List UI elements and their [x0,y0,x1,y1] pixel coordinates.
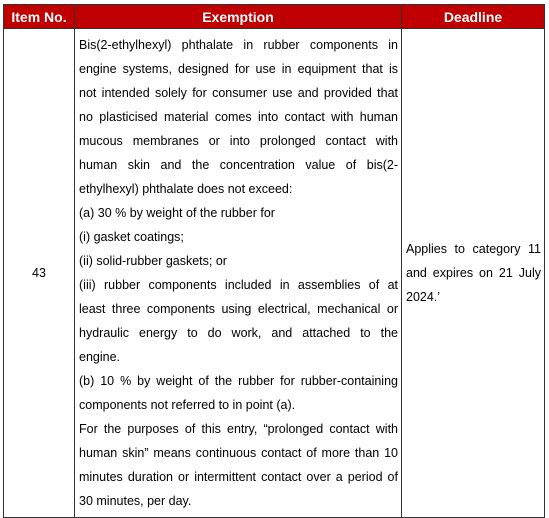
exemption-line: engine. [79,350,121,364]
table-row [4,29,545,518]
header-row [4,5,545,29]
exemption-line: For the purposes of this entry, “prolonged contact with [79,422,398,436]
deadline-line: and expires on 21 July [406,266,541,280]
exemption-line: 30 minutes, per day. [79,494,192,508]
exemption-line: mucous membranes or into prolonged contact with [79,134,398,148]
exemption-text-cell [75,29,402,518]
exemption-line: least three components using electrical, mechanical or [79,302,398,316]
exemption-table [3,4,545,518]
exemption-line: (i) gasket coatings; [79,230,184,244]
deadline-line: 2024.’ [406,290,441,304]
exemption-line: minutes duration or intermittent contact over a period of [79,470,398,484]
header-exemption: Exemption [75,5,402,29]
header-item-no: Item No. [4,5,75,29]
exemption-line: (b) 10 % by weight of the rubber for rubber-containing [79,374,398,388]
exemption-line: no plasticised material comes into contact with human [79,110,398,124]
exemption-line: (ii) solid-rubber gaskets; or [79,254,227,268]
exemption-line: hydraulic energy to do work, and attached to the [79,326,398,340]
exemption-line: human skin and the concentration value of bis(2- [79,158,398,172]
exemption-line: human skin” means continuous contact of more than 10 [79,446,398,460]
exemption-line: ethylhexyl) phthalate does not exceed: [79,182,293,196]
exemption-line: (a) 30 % by weight of the rubber for [79,206,275,220]
deadline-cell [402,29,545,518]
exemption-line: not intended solely for consumer use and provided that [79,86,398,100]
deadline-line: Applies to category 11 [406,242,541,256]
exemption-line: Bis(2-ethylhexyl) phthalate in rubber components in [79,38,398,52]
exemption-line: (iii) rubber components included in assemblies of at [79,278,398,292]
exemption-line: components not referred to in point (a). [79,398,296,412]
item-number-cell: 43 [4,29,75,518]
header-deadline: Deadline [402,5,545,29]
exemption-line: engine systems, designed for use in equipment that is [79,62,398,76]
